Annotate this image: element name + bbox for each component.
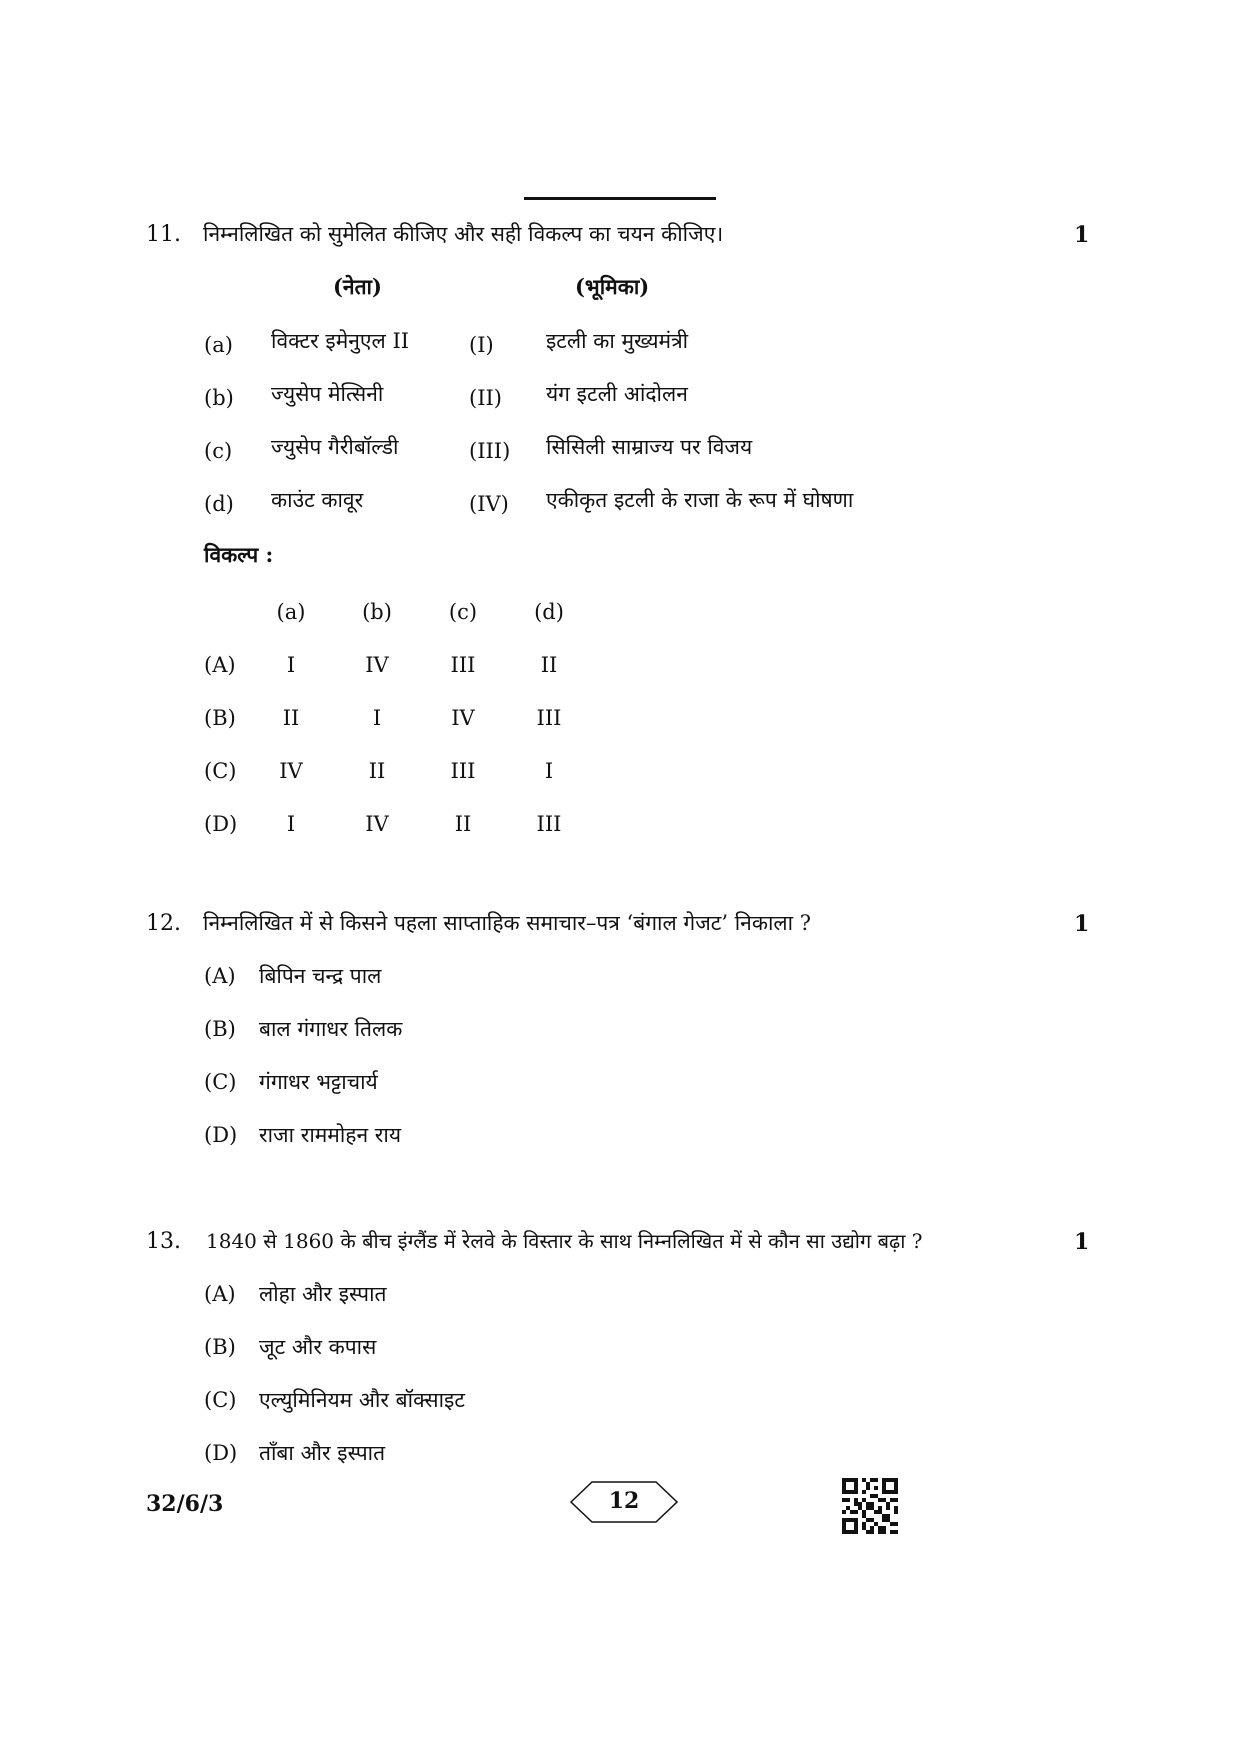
q11-leader: ज्युसेप गैरीबॉल्डी (271, 435, 399, 459)
q12-number: 12. (146, 911, 181, 936)
page-number: 12 (608, 1488, 640, 1514)
q11-text: निम्नलिखित को सुमेलित कीजिए और सही विकल्प का चयन कीजिए। (203, 222, 724, 246)
q11-row-label: (d) (204, 492, 234, 516)
top-divider (524, 197, 716, 200)
paper-code: 32/6/3 (146, 1491, 224, 1517)
q11-number: 11. (146, 222, 181, 247)
q11-option-value: IV (451, 706, 475, 730)
q12-marks: 1 (1074, 911, 1090, 937)
q11-option-value: IV (279, 759, 303, 783)
q11-role: इटली का मुख्यमंत्री (546, 329, 689, 353)
q13-option-label: (A) (204, 1282, 236, 1306)
q11-option-value: I (544, 759, 554, 783)
q11-option-value: III (450, 759, 476, 783)
q11-options-col-header: (c) (448, 600, 478, 624)
q11-leader: ज्युसेप मेत्सिनी (271, 382, 384, 406)
page-number-badge (570, 1481, 678, 1523)
q11-leader: विक्टर इमेनुएल II (271, 329, 410, 353)
q13-option-text: जूट और कपास (259, 1335, 377, 1359)
q13-option-label: (D) (204, 1441, 238, 1465)
q12-option-label: (B) (204, 1017, 236, 1041)
q11-role-header: (भूमिका) (575, 274, 650, 299)
q12-option-text: गंगाधर भट्टाचार्य (259, 1070, 378, 1094)
q11-roman: (IV) (469, 492, 509, 516)
q11-option-value: III (536, 812, 562, 836)
q11-option-label: (A) (204, 653, 236, 677)
q11-option-value: IV (365, 812, 389, 836)
q11-option-value: IV (365, 653, 389, 677)
q11-option-value: II (368, 759, 386, 783)
q11-roman: (I) (469, 333, 494, 357)
q12-option-text: बिपिन चन्द्र पाल (259, 964, 382, 988)
q11-row-label: (a) (204, 333, 233, 357)
q13-option-text: एल्युमिनियम और बॉक्साइट (259, 1388, 465, 1412)
q13-text: 1840 से 1860 के बीच इंग्लैंड में रेलवे के विस्तार के साथ निम्नलिखित में से कौन सा उद्योग बढ़ा ? (206, 1229, 923, 1253)
q11-roman: (II) (469, 386, 502, 410)
q11-option-value: I (286, 812, 296, 836)
q12-option-text: राजा राममोहन राय (259, 1123, 401, 1147)
q12-option-label: (A) (204, 964, 236, 988)
q12-option-text: बाल गंगाधर तिलक (259, 1017, 403, 1041)
q12-option-label: (C) (204, 1070, 237, 1094)
q11-row-label: (b) (204, 386, 234, 410)
q11-leader: काउंट कावूर (271, 488, 364, 512)
q11-leader-header: (नेता) (333, 274, 382, 299)
q13-option-label: (C) (204, 1388, 237, 1412)
q11-marks: 1 (1074, 222, 1090, 248)
q11-option-label: (C) (204, 759, 237, 783)
q13-number: 13. (146, 1229, 181, 1254)
q12-text: निम्नलिखित में से किसने पहला साप्ताहिक समाचार–पत्र ‘बंगाल गेजट’ निकाला ? (203, 911, 812, 935)
q11-role: सिसिली साम्राज्य पर विजय (546, 435, 753, 459)
q11-role: यंग इटली आंदोलन (546, 382, 688, 406)
q11-option-value: I (372, 706, 382, 730)
q13-marks: 1 (1074, 1229, 1090, 1255)
q11-roman: (III) (469, 439, 511, 463)
q11-option-value: II (540, 653, 558, 677)
q13-option-label: (B) (204, 1335, 236, 1359)
q11-row-label: (c) (204, 439, 233, 463)
q13-option-text: ताँबा और इस्पात (259, 1441, 386, 1465)
q11-option-value: II (454, 812, 472, 836)
q11-option-label: (B) (204, 706, 236, 730)
q11-option-value: III (450, 653, 476, 677)
q11-options-col-header: (d) (534, 600, 564, 624)
q12-option-label: (D) (204, 1123, 238, 1147)
q11-option-value: II (282, 706, 300, 730)
q11-option-value: III (536, 706, 562, 730)
q13-option-text: लोहा और इस्पात (259, 1282, 387, 1306)
q11-options-col-header: (b) (362, 600, 392, 624)
q11-option-value: I (286, 653, 296, 677)
q11-options-title: विकल्प : (204, 542, 274, 567)
qr-code-icon (842, 1478, 898, 1534)
q11-options-col-header: (a) (276, 600, 306, 624)
q11-option-label: (D) (204, 812, 238, 836)
q11-role: एकीकृत इटली के राजा के रूप में घोषणा (546, 488, 854, 512)
